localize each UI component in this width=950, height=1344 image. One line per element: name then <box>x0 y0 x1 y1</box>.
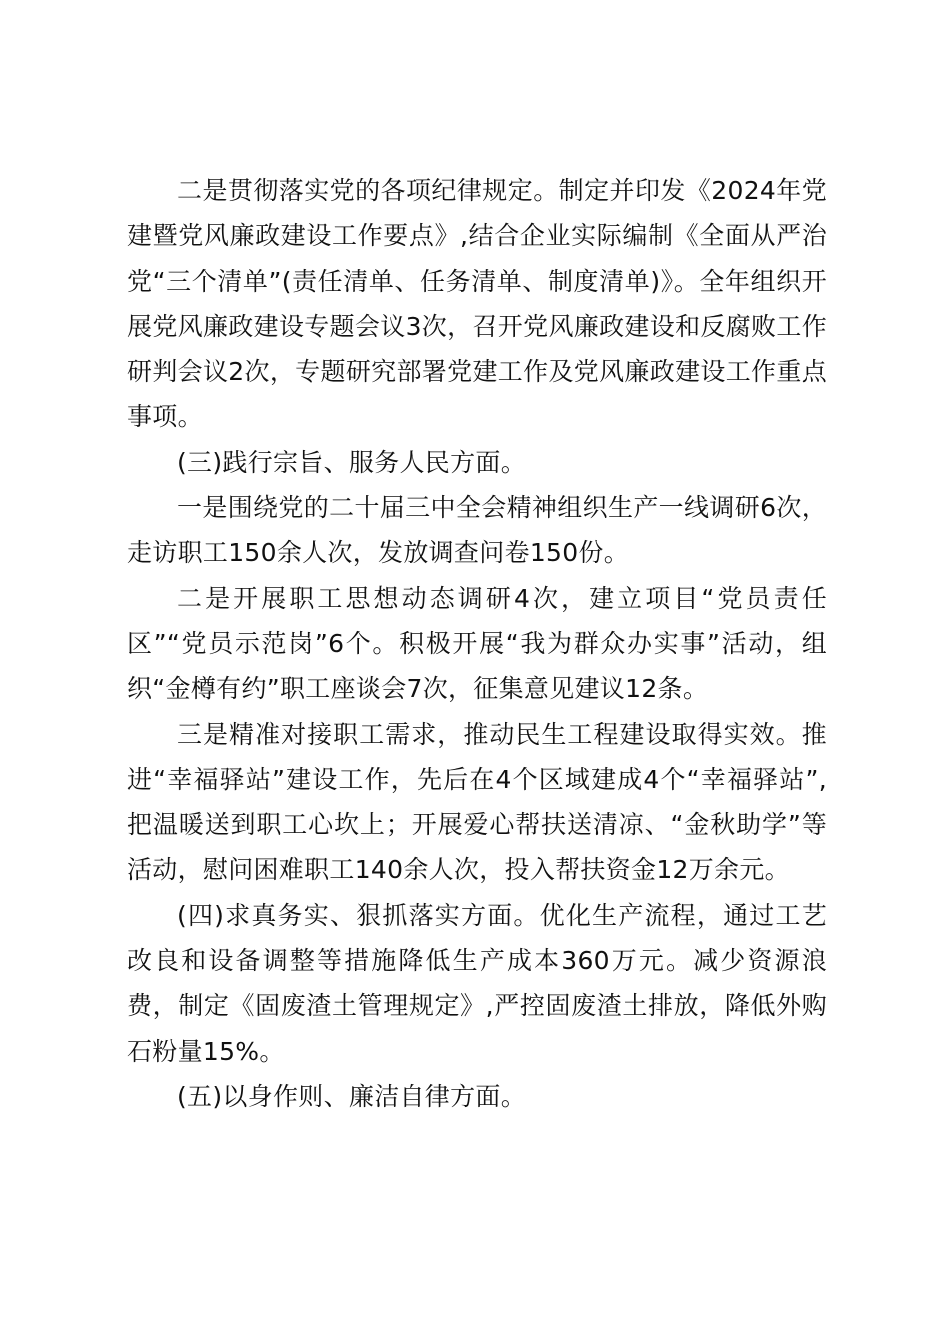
paragraph-worker-needs: 三是精准对接职工需求，推动民生工程建设取得实效。推进“幸福驿站”建设工作，先后在4个区域建成4个“幸福驿站”,把温暖送到职工心坎上；开展爱心帮扶送清凉、“金秋助学”等活动，慰问困难职工140余人次，投入帮扶资金12万余元。 <box>127 719 827 885</box>
paragraph-worker-survey: 二是开展职工思想动态调研4次，建立项目“党员责任区”“党员示范岗”6个。积极开展“我为群众办实事”活动，组织“金樽有约”职工座谈会7次，征集意见建议12条。 <box>127 583 827 704</box>
paragraph-practical-work: (四)求真务实、狠抓落实方面。优化生产流程，通过工艺改良和设备调整等措施降低生产成本360万元。减少资源浪费，制定《固废渣土管理规定》,严控固废渣土排放，降低外购石粉量15%。 <box>127 900 827 1066</box>
paragraph-frontline-research: 一是围绕党的二十届三中全会精神组织生产一线调研6次，走访职工150余人次，发放调查问卷150份。 <box>127 493 827 568</box>
document-body <box>127 168 827 1119</box>
heading-self-discipline: (五)以身作则、廉洁自律方面。 <box>177 1081 527 1111</box>
paragraph-discipline-rules: 二是贯彻落实党的各项纪律规定。制定并印发《2024年党建暨党风廉政建设工作要点》,结合企业实际编制《全面从严治党“三个清单”(责任清单、任务清单、制度清单)》。全年组织开展党风廉政建设专题会议3次，召开党风廉政建设和反腐败工作研判会议2次，专题研究部署党建工作及党风廉政建设工作重点事项。 <box>127 176 827 432</box>
heading-serve-people: (三)践行宗旨、服务人民方面。 <box>177 447 527 477</box>
